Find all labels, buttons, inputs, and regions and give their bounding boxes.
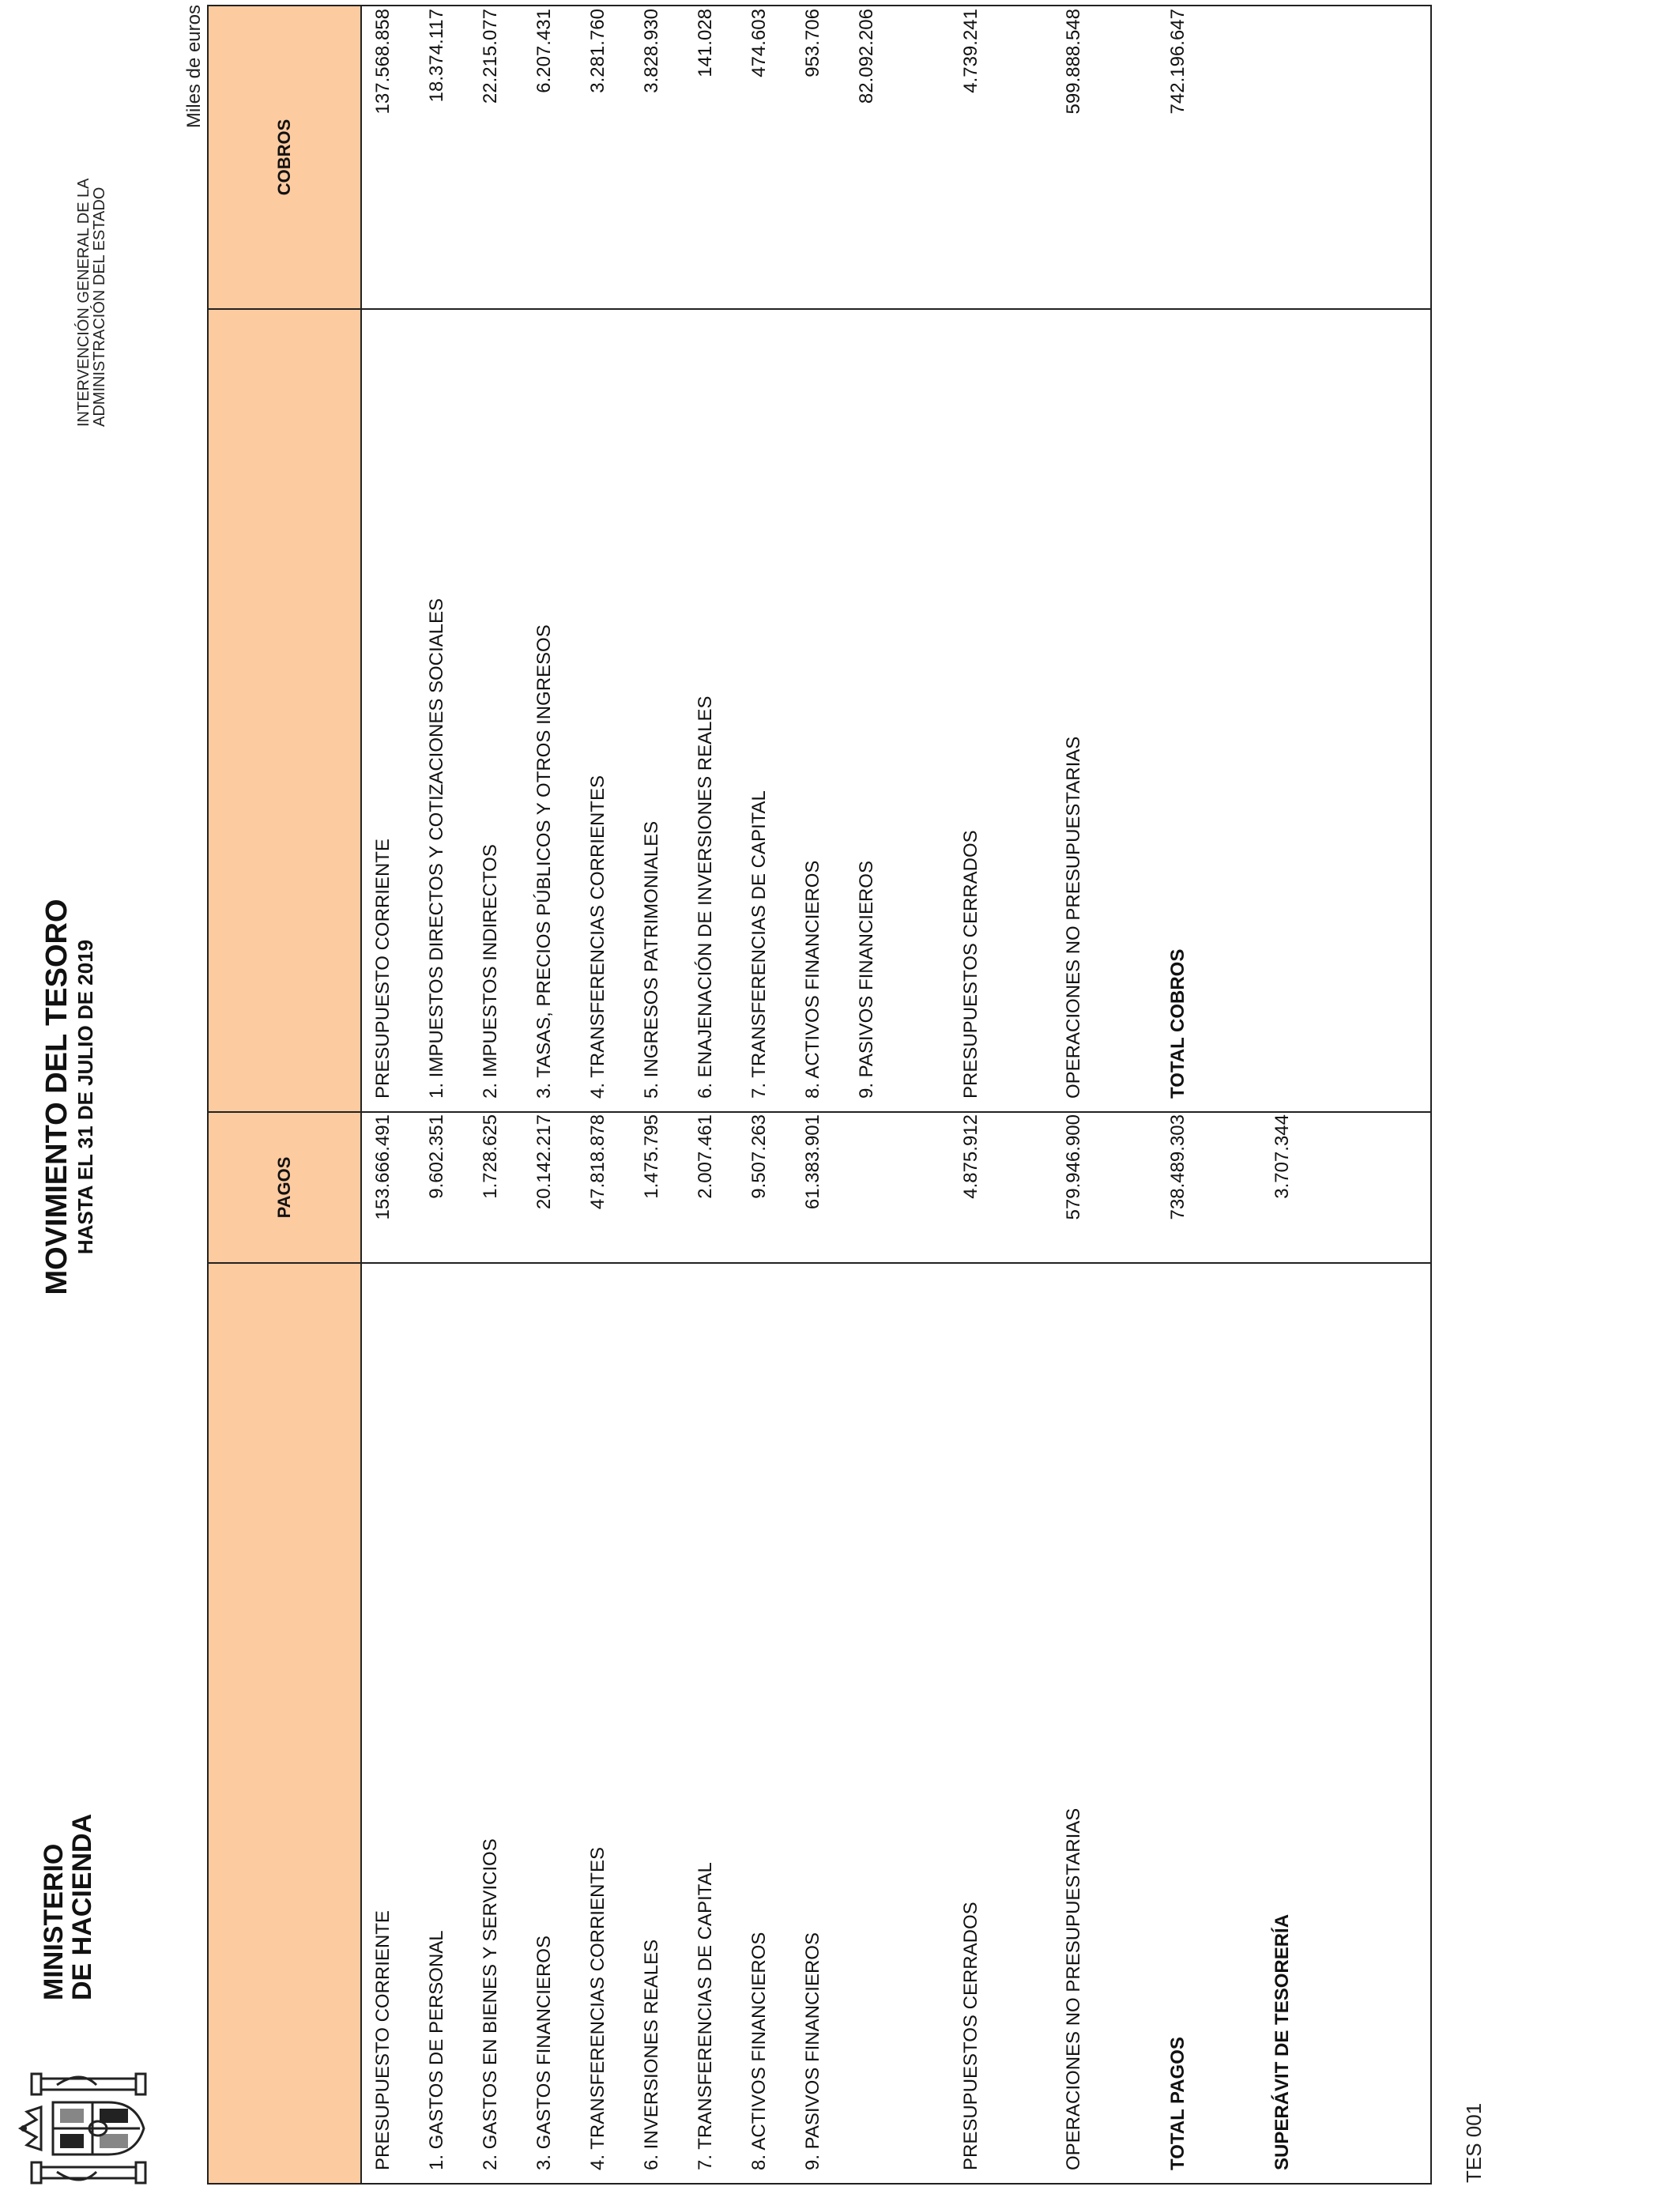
- pagos-row-value: 4.875.912: [960, 1114, 981, 1199]
- cobros-row-value: 82.092.206: [856, 9, 877, 104]
- cobros-row-value: 22.215.077: [480, 9, 501, 104]
- pagos-total-label: TOTAL PAGOS: [1167, 2037, 1188, 2170]
- pagos-label-header-cell: [209, 1264, 360, 2183]
- igae-line-1: INTERVENCIÓN GENERAL DE LA: [75, 178, 92, 427]
- pagos-row-value: 2.007.461: [695, 1114, 716, 1199]
- page-title: MOVIMIENTO DEL TESORO: [40, 899, 73, 1295]
- cobros-row-value: 3.828.930: [641, 9, 662, 93]
- pagos-row-value: 579.946.900: [1063, 1114, 1084, 1220]
- form-code: TES 001: [1462, 2102, 1486, 2183]
- pagos-row-value: 47.818.878: [587, 1114, 608, 1210]
- ministry-line-1: MINISTERIO: [39, 1843, 69, 2000]
- pagos-row-value: 1.475.795: [641, 1114, 662, 1199]
- pagos-row-label: 2. GASTOS EN BIENES Y SERVICIOS: [480, 1838, 501, 2170]
- cobros-total-label: TOTAL COBROS: [1167, 948, 1188, 1099]
- superavit-value: 3.707.344: [1271, 1114, 1293, 1199]
- units-label: Miles de euros: [183, 5, 205, 129]
- cobros-row-value: 3.281.760: [587, 9, 608, 93]
- cobros-row-label: 4. TRANSFERENCIAS CORRIENTES: [587, 775, 608, 1099]
- cobros-row-label: 2. IMPUESTOS INDIRECTOS: [480, 844, 501, 1099]
- pagos-row-label: 6. INVERSIONES REALES: [641, 1939, 662, 2170]
- pagos-row-label: 1. GASTOS DE PERSONAL: [426, 1930, 447, 2170]
- pagos-total-value: 738.489.303: [1167, 1114, 1188, 1220]
- cobros-total-value: 742.196.647: [1167, 9, 1188, 115]
- cobros-row-value: 474.603: [748, 9, 770, 77]
- cobros-row-label: PRESUPUESTOS CERRADOS: [960, 830, 981, 1099]
- cobros-row-label: 9. PASIVOS FINANCIEROS: [856, 861, 877, 1099]
- igae-line-2: ADMINISTRACIÓN DEL ESTADO: [91, 187, 108, 427]
- igae-name: [76, 178, 107, 427]
- cobros-row-label: PRESUPUESTO CORRIENTE: [372, 839, 394, 1099]
- pagos-row-value: 1.728.625: [480, 1114, 501, 1199]
- cobros-row-value: 953.706: [802, 9, 823, 77]
- pagos-row-label: 4. TRANSFERENCIAS CORRIENTES: [587, 1847, 608, 2170]
- page-subtitle: HASTA EL 31 DE JULIO DE 2019: [73, 939, 97, 1255]
- column-divider: [207, 308, 1432, 310]
- cobros-row-label: 7. TRANSFERENCIAS DE CAPITAL: [748, 790, 770, 1099]
- pagos-row-label: 3. GASTOS FINANCIEROS: [533, 1936, 555, 2170]
- pagos-row-value: 9.507.263: [748, 1114, 770, 1199]
- cobros-row-value: 4.739.241: [960, 9, 981, 93]
- superavit-label: SUPERÁVIT DE TESORERÍA: [1271, 1913, 1293, 2170]
- cobros-row-label: OPERACIONES NO PRESUPUESTARIAS: [1063, 736, 1084, 1099]
- cobros-header: COBROS: [274, 119, 294, 196]
- pagos-header: PAGOS: [274, 1156, 294, 1219]
- cobros-row-value: 137.568.858: [372, 9, 394, 115]
- cobros-row-value: 18.374.117: [426, 9, 447, 103]
- pagos-row-label: PRESUPUESTOS CERRADOS: [960, 1902, 981, 2170]
- cobros-row-value: 599.888.548: [1063, 9, 1084, 115]
- header-divider: [360, 5, 362, 2185]
- cobros-row-label: 3. TASAS, PRECIOS PÚBLICOS Y OTROS INGRESOS: [533, 624, 555, 1099]
- pagos-row-label: OPERACIONES NO PRESUPUESTARIAS: [1063, 1808, 1084, 2170]
- pagos-row-value: 153.666.491: [372, 1114, 394, 1220]
- cobros-row-value: 141.028: [695, 9, 716, 77]
- cobros-row-label: 1. IMPUESTOS DIRECTOS Y COTIZACIONES SOCIALES: [426, 598, 447, 1099]
- column-divider: [207, 1111, 1432, 1113]
- pagos-row-label: 9. PASIVOS FINANCIEROS: [802, 1932, 823, 2170]
- pagos-row-label: 8. ACTIVOS FINANCIEROS: [748, 1932, 770, 2170]
- pagos-row-label: 7. TRANSFERENCIAS DE CAPITAL: [695, 1862, 716, 2170]
- pagos-row-label: PRESUPUESTO CORRIENTE: [372, 1910, 394, 2170]
- pagos-row-value: 9.602.351: [426, 1114, 447, 1199]
- cobros-row-label: 5. INGRESOS PATRIMONIALES: [641, 820, 662, 1099]
- column-divider: [207, 1262, 1432, 1264]
- ministry-line-2: DE HACIENDA: [67, 1813, 97, 2000]
- pagos-row-value: 61.383.901: [802, 1114, 823, 1210]
- cobros-row-label: 8. ACTIVOS FINANCIEROS: [802, 860, 823, 1099]
- cobros-label-header-cell: [209, 310, 360, 1111]
- cobros-row-value: 6.207.431: [533, 9, 555, 93]
- cobros-row-label: 6. ENAJENACIÓN DE INVERSIONES REALES: [695, 696, 716, 1099]
- pagos-row-value: 20.142.217: [533, 1114, 555, 1210]
